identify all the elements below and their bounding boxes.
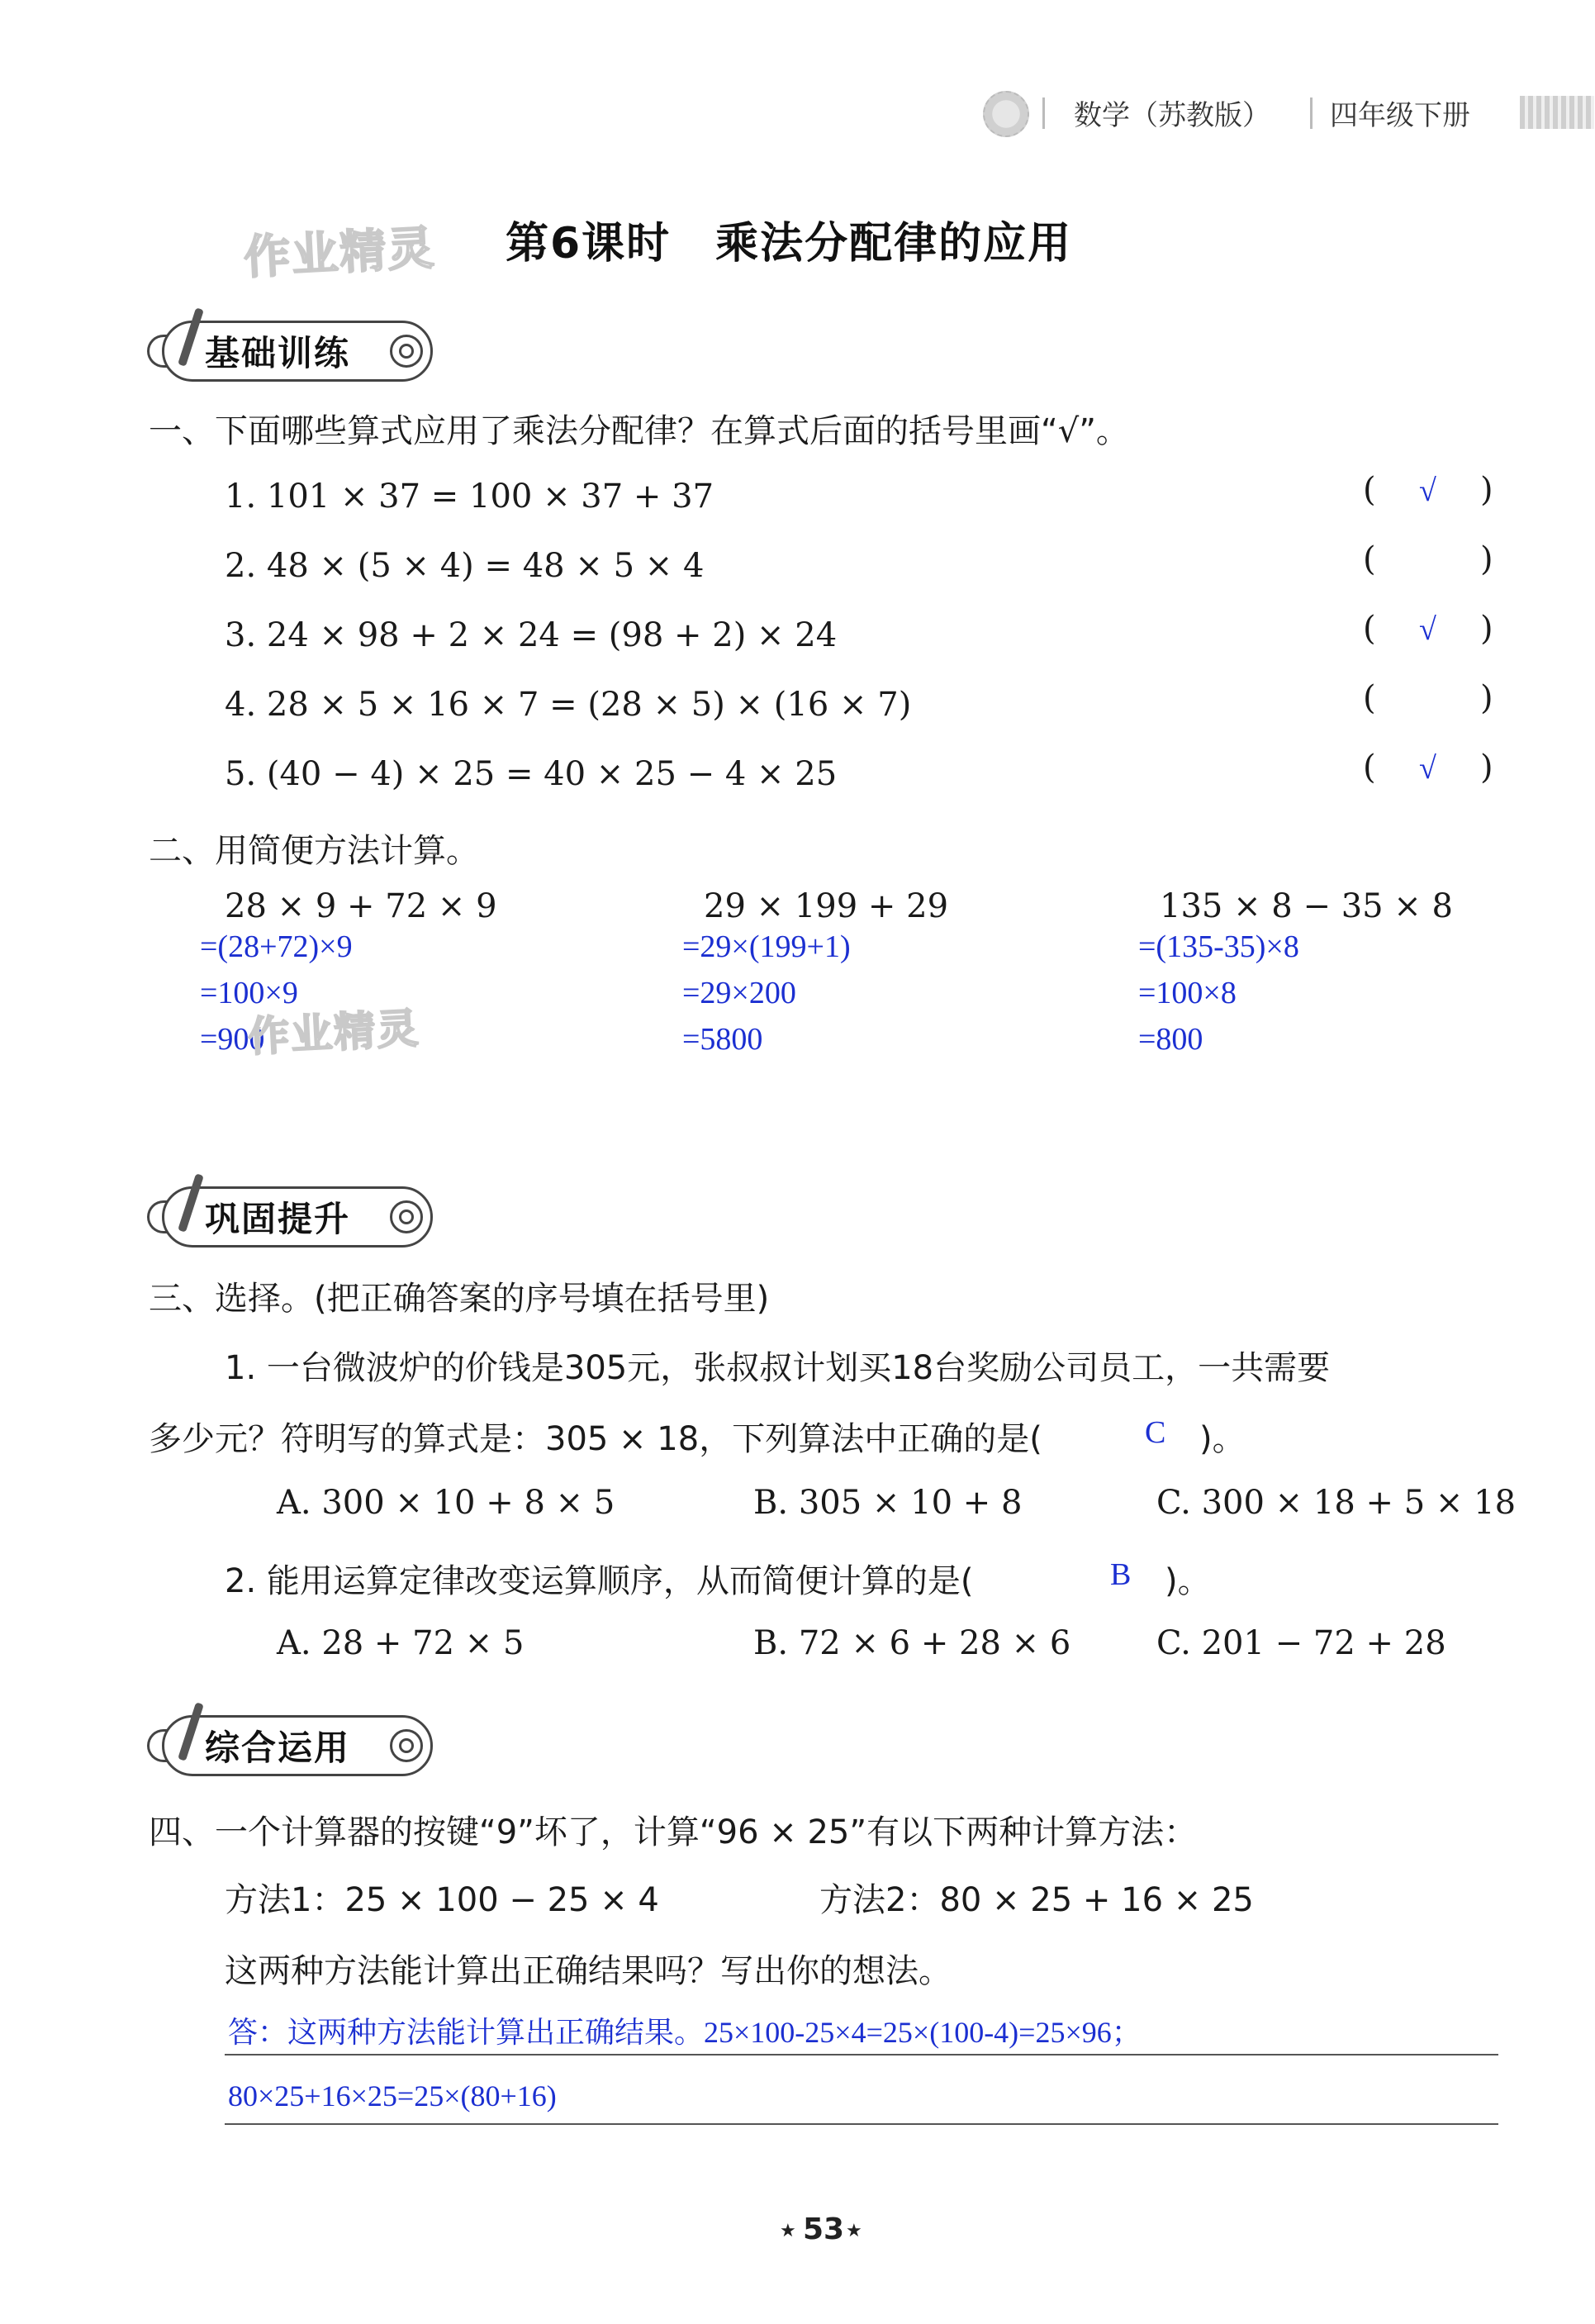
option: A. 300 × 10 + 8 × 5 bbox=[277, 1484, 615, 1522]
question-3-prompt: 三、选择。(把正确答案的序号填在括号里) bbox=[149, 1280, 770, 1318]
question-1-prompt: 一、下面哪些算式应用了乘法分配律？在算式后面的括号里画“√”。 bbox=[149, 412, 1129, 450]
q3-item1-answer: C bbox=[1145, 1415, 1166, 1450]
answer-rule bbox=[225, 2054, 1498, 2055]
star-icon: ★ bbox=[846, 2221, 862, 2241]
q4-question: 这两种方法能计算出正确结果吗？写出你的想法。 bbox=[225, 1952, 952, 1990]
option: A. 28 + 72 × 5 bbox=[277, 1624, 525, 1662]
answer-rule bbox=[225, 2123, 1498, 2125]
header-subject: 数学（苏教版） bbox=[1074, 99, 1270, 132]
header-stripes bbox=[1520, 96, 1594, 129]
watermark: 作业精灵 bbox=[246, 1004, 421, 1062]
q3-item2-line1: 2. 能用运算定律改变运算顺序，从而简便计算的是( bbox=[225, 1562, 974, 1600]
option: B. 305 × 10 + 8 bbox=[753, 1484, 1023, 1522]
method-2: 方法2：80 × 25 + 16 × 25 bbox=[819, 1881, 1254, 1919]
option: B. 72 × 6 + 28 × 6 bbox=[753, 1624, 1071, 1662]
star-icon: ★ bbox=[780, 2221, 796, 2241]
answer-mark: √ bbox=[1419, 751, 1436, 786]
watermark: 作业精灵 bbox=[242, 221, 437, 286]
header-grade: 四年级下册 bbox=[1330, 99, 1470, 132]
answer-line-1: 答：这两种方法能计算出正确结果。25×100-25×4=25×(100-4)=25×96； bbox=[228, 2016, 1142, 2049]
sun-icon bbox=[983, 91, 1029, 137]
answer-mark: √ bbox=[1419, 612, 1436, 647]
header-divider bbox=[1310, 97, 1313, 129]
workbook-page: 数学（苏教版） 四年级下册 作业精灵 第6课时 乘法分配律的应用 基础训练 一、下面哪些算式应用了乘法分配律？在算式后面的括号里画“√”。 1. 101 × 37 = 100 × 37 + 37 ( √ ) 2. 48 × (5 × 4) = 48 × 5 × 4 ( ) 3. 24 × 98 + 2 × 24 = (98 + 2) × 24 ( √ ) 4. 28 × 5 × 16 × 7 = (28 × 5) × (16 × 7) ( ) 5. (40 − 4) × 25 = 40 × 25 − 4 × 25 ( √ ) 二、用简便方法计算。 28 × 9 + 72 × 9 =(28+72)×9 =100×9 =900 作业精灵 29 × 199 + 29 =29×(199+1) =29×200 =5800 135 × 8 − 35 × 8 =(135-35)×8 =100×8 =800 巩固提升 三、选择。(把正确答案的序号填在括号里) 1. 一台微波炉的价钱是305元，张叔叔计划买18台奖励公司员工，一共需要 多少元？符明写的算式是：305 × 18，下列算法中正确的是( C )。 A. 300 × 10 + 8 × 5 B. 305 × 10 + 8 C. 300 × 18 + 5 × 18 2. 能用运算定律改变运算顺序，从而简便计算的是( B )。 A. 28 + 72 × 5 B. 72 × 6 + 28 × 6 C. 201 − 72 + 28 综合运用 四、一个计算器的按键“9”坏了，计算“96 × 25”有以下两种计算方法： 方法1：25 × 100 − 25 × 4 方法2：80 × 25 + 16 × 25 这两种方法能计算出正确结果吗？写出你的想法。 答：这两种方法能计算出正确结果。25×100-25×4=25×(100-4)=25×96； 80×25+16×25=25×(80+16) ★ 53 ★ bbox=[0, 0, 1595, 2324]
q3-item1-line2: 多少元？符明写的算式是：305 × 18，下列算法中正确的是( bbox=[149, 1420, 1042, 1458]
question-2-prompt: 二、用简便方法计算。 bbox=[149, 832, 479, 870]
answer-line-2: 80×25+16×25=25×(80+16) bbox=[228, 2079, 557, 2113]
page-number: 53 bbox=[803, 2212, 845, 2246]
q3-item2-answer: B bbox=[1110, 1557, 1132, 1592]
option: C. 300 × 18 + 5 × 18 bbox=[1156, 1484, 1517, 1522]
method-1: 方法1：25 × 100 − 25 × 4 bbox=[225, 1881, 659, 1919]
page-title: 第6课时 乘法分配律的应用 bbox=[506, 219, 1073, 269]
option: C. 201 − 72 + 28 bbox=[1156, 1624, 1446, 1662]
answer-mark: √ bbox=[1419, 473, 1436, 508]
header-divider bbox=[1042, 97, 1045, 129]
q3-item1-line1: 1. 一台微波炉的价钱是305元，张叔叔计划买18台奖励公司员工，一共需要 bbox=[225, 1349, 1331, 1387]
question-4-prompt: 四、一个计算器的按键“9”坏了，计算“96 × 25”有以下两种计算方法： bbox=[149, 1813, 1198, 1851]
